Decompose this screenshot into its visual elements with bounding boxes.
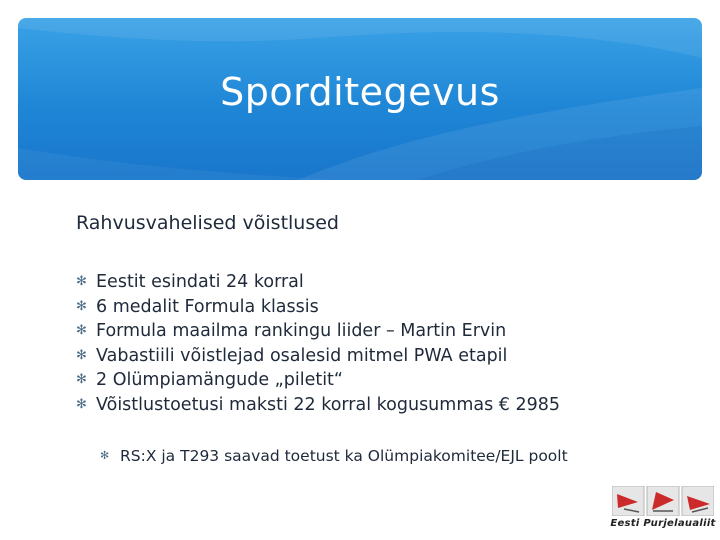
sub-bullet-text: RS:X ja T293 saavad toetust ka Olümpiakomitee/EJL poolt: [120, 447, 568, 465]
asterisk-icon: ✻: [100, 449, 110, 462]
asterisk-icon: ✻: [76, 274, 87, 289]
asterisk-icon: ✻: [76, 396, 87, 412]
bullet-text: Vabastiili võistlejad osalesid mitmel PWA etapil: [96, 345, 508, 366]
bullet-item: [76, 393, 676, 418]
bullet-item: [76, 368, 676, 393]
bullet-item: [76, 295, 676, 320]
section-heading: Rahvusvahelised võistlused: [76, 212, 339, 234]
bullet-text: 6 medalit Formula klassis: [96, 296, 319, 317]
slide-title: Sporditegevus: [220, 70, 500, 114]
bullet-item: [76, 270, 676, 295]
asterisk-icon: ✻: [76, 372, 87, 387]
organization-logo: [610, 486, 716, 538]
bullet-text: Eestit esindati 24 korral: [96, 272, 304, 292]
bullet-item: [76, 344, 676, 369]
bullet-item: [76, 319, 676, 344]
sub-bullet-item: [100, 444, 568, 468]
title-banner: [18, 18, 702, 180]
asterisk-icon: ✻: [76, 298, 87, 314]
bullet-text: 2 Olümpiamängude „piletit“: [96, 370, 343, 390]
bullet-list: [76, 270, 676, 417]
windsurf-logo: [612, 486, 714, 516]
bullet-text: Formula maailma rankingu liider – Martin Ervin: [96, 321, 507, 341]
asterisk-icon: ✻: [76, 347, 87, 363]
bullet-text: Võistlustoetusi maksti 22 korral kogusummas € 2985: [96, 394, 561, 415]
logo-text: Eesti Purjelaualiit: [610, 518, 716, 529]
asterisk-icon: ✻: [76, 323, 87, 338]
